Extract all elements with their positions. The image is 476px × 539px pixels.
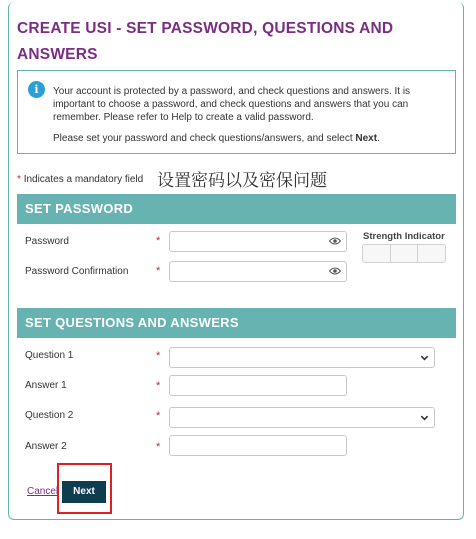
info-text bbox=[53, 85, 448, 153]
show-password-eye-icon[interactable] bbox=[329, 267, 341, 275]
question-1-select[interactable] bbox=[169, 347, 435, 368]
answer-2-input[interactable] bbox=[169, 435, 347, 456]
cancel-link[interactable]: Cancel bbox=[27, 486, 59, 497]
page-title: CREATE USI - SET PASSWORD, QUESTIONS AND ANSWERS bbox=[17, 20, 394, 63]
required-star-icon: * bbox=[156, 265, 161, 277]
show-password-eye-icon[interactable] bbox=[329, 237, 341, 245]
password-confirmation-label: Password Confirmation bbox=[25, 266, 129, 277]
info-box bbox=[17, 70, 456, 154]
question-1-label: Question 1 bbox=[25, 350, 74, 361]
password-label: Password bbox=[25, 236, 69, 247]
strength-indicator bbox=[362, 244, 446, 263]
question-2-select[interactable] bbox=[169, 407, 435, 428]
strength-indicator-label: Strength Indicator bbox=[363, 231, 445, 242]
strength-segment bbox=[418, 245, 445, 262]
chinese-annotation: 设置密码以及密保问题 bbox=[157, 171, 327, 191]
required-star-icon: * bbox=[156, 410, 161, 422]
chevron-down-icon bbox=[420, 413, 429, 422]
password-input[interactable] bbox=[169, 231, 347, 252]
answer-2-label: Answer 2 bbox=[25, 441, 67, 452]
info-paragraph: Your account is protected by a password, and check questions and answers. It is important to choose a password, and check questions and answers that you can remember. Please refer to Help to create a valid password. bbox=[53, 86, 411, 123]
question-2-label: Question 2 bbox=[25, 410, 74, 421]
password-confirmation-input[interactable] bbox=[169, 261, 347, 282]
chevron-down-icon bbox=[420, 353, 429, 362]
mandatory-note: * Indicates a mandatory field bbox=[17, 174, 144, 185]
set-password-header: SET PASSWORD bbox=[17, 194, 456, 224]
required-star-icon: * bbox=[156, 350, 161, 362]
answer-1-label: Answer 1 bbox=[25, 380, 67, 391]
required-star-icon: * bbox=[156, 380, 161, 392]
highlight-box bbox=[57, 463, 112, 514]
required-star-icon: * bbox=[156, 235, 161, 247]
required-star-icon: * bbox=[156, 441, 161, 453]
strength-segment bbox=[363, 245, 391, 262]
strength-segment bbox=[391, 245, 419, 262]
answer-1-input[interactable] bbox=[169, 375, 347, 396]
next-button[interactable]: Next bbox=[62, 481, 106, 503]
set-questions-header: SET QUESTIONS AND ANSWERS bbox=[17, 308, 456, 338]
info-icon: i bbox=[28, 81, 45, 98]
required-star-icon: * bbox=[17, 174, 21, 185]
info-instruction: Please set your password and check questions/answers, and select Next. bbox=[53, 133, 380, 144]
